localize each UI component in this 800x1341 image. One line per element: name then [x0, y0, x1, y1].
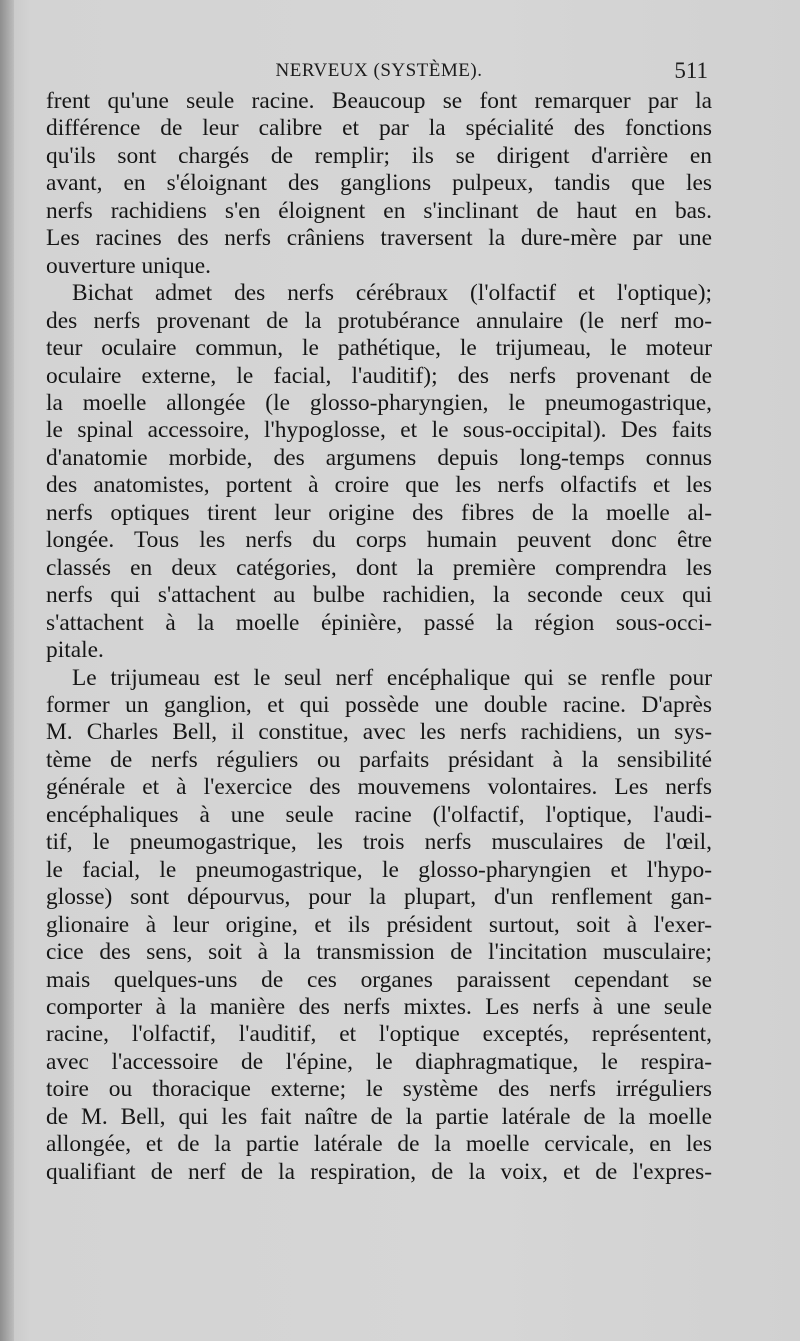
text-line: ouverture unique.: [46, 252, 211, 279]
text-line: le facial, le pneumogastrique, le glosso-pharyngien et l'hypo-: [46, 856, 712, 883]
text-line: mais quelques-uns de ces organes paraissent cependant se: [46, 966, 712, 993]
text-line: nerfs qui s'attachent au bulbe rachidien, la seconde ceux qui: [46, 582, 712, 609]
text-line: de M. Bell, qui les fait naître de la partie latérale de la moelle: [46, 1103, 712, 1130]
text-line: différence de leur calibre et par la spécialité des fonctions: [46, 115, 712, 142]
text-line: comporter à la manière des nerfs mixtes. Les nerfs à une seule: [46, 993, 712, 1020]
text-line: nerfs optiques tirent leur origine des fibres de la moelle al-: [46, 499, 712, 526]
text-line: oculaire externe, le facial, l'auditif); des nerfs provenant de: [46, 362, 712, 389]
text-line: glosse) sont dépourvus, pour la plupart, d'un renflement gan-: [46, 884, 712, 911]
text-line: former un ganglion, et qui possède une double racine. D'après: [46, 691, 712, 718]
text-line: tif, le pneumogastrique, les trois nerfs musculaires de l'œil,: [46, 829, 712, 856]
body-text: [46, 88, 712, 1186]
page-number: 511: [674, 58, 708, 83]
text-line: racine, l'olfactif, l'auditif, et l'optique exceptés, représentent,: [46, 1021, 712, 1048]
running-title: NERVEUX (SYSTÈME).: [275, 60, 483, 81]
text-line: le spinal accessoire, l'hypoglosse, et le sous-occipital). Des faits: [46, 417, 712, 444]
text-line: allongée, et de la partie latérale de la moelle cervicale, en les: [46, 1131, 712, 1158]
text-line: avec l'accessoire de l'épine, le diaphragmatique, le respira-: [46, 1048, 712, 1075]
text-line: tème de nerfs réguliers ou parfaits présidant à la sensibilité: [46, 746, 712, 773]
text-line: cice des sens, soit à la transmission de l'incitation musculaire;: [46, 939, 712, 966]
paragraph: [46, 280, 712, 664]
binding-gutter-shadow: [0, 0, 14, 1341]
text-line: M. Charles Bell, il constitue, avec les nerfs rachidiens, un sys-: [46, 719, 712, 746]
paragraph: [46, 88, 712, 280]
text-line: qualifiant de nerf de la respiration, de la voix, et de l'expres-: [46, 1158, 712, 1185]
text-line: glionaire à leur origine, et ils président surtout, soit à l'exer-: [46, 911, 712, 938]
text-line: classés en deux catégories, dont la première comprendra les: [46, 554, 712, 581]
text-line: avant, en s'éloignant des ganglions pulpeux, tandis que les: [46, 170, 712, 197]
text-line: la moelle allongée (le glosso-pharyngien, le pneumogastrique,: [46, 389, 712, 416]
text-line: des anatomistes, portent à croire que les nerfs olfactifs et les: [46, 472, 712, 499]
paragraph: [46, 665, 712, 1187]
text-line: encéphaliques à une seule racine (l'olfactif, l'optique, l'audi-: [46, 801, 712, 828]
text-line: pitale.: [46, 637, 104, 664]
text-line: qu'ils sont chargés de remplir; ils se dirigent d'arrière en: [46, 142, 712, 169]
text-line: Les racines des nerfs crâniens traversent la dure-mère par une: [46, 225, 712, 252]
text-line: d'anatomie morbide, des argumens depuis long-temps connus: [46, 444, 712, 471]
text-line: nerfs rachidiens s'en éloignent en s'inclinant de haut en bas.: [46, 197, 712, 224]
text-line: teur oculaire commun, le pathétique, le trijumeau, le moteur: [46, 335, 712, 362]
text-line: longée. Tous les nerfs du corps humain peuvent donc être: [46, 527, 712, 554]
text-line: générale et à l'exercice des mouvemens volontaires. Les nerfs: [46, 774, 712, 801]
text-line: des nerfs provenant de la protubérance annulaire (le nerf mo-: [46, 307, 712, 334]
text-line: Le trijumeau est le seul nerf encéphalique qui se renfle pour: [72, 664, 712, 691]
text-line: s'attachent à la moelle épinière, passé la région sous-occi-: [46, 609, 712, 636]
text-line: Bichat admet des nerfs cérébraux (l'olfactif et l'optique);: [72, 280, 712, 307]
text-line: frent qu'une seule racine. Beaucoup se font remarquer par la: [46, 88, 712, 114]
running-head: [46, 58, 712, 88]
text-line: toire ou thoracique externe; le système des nerfs irréguliers: [46, 1076, 712, 1103]
